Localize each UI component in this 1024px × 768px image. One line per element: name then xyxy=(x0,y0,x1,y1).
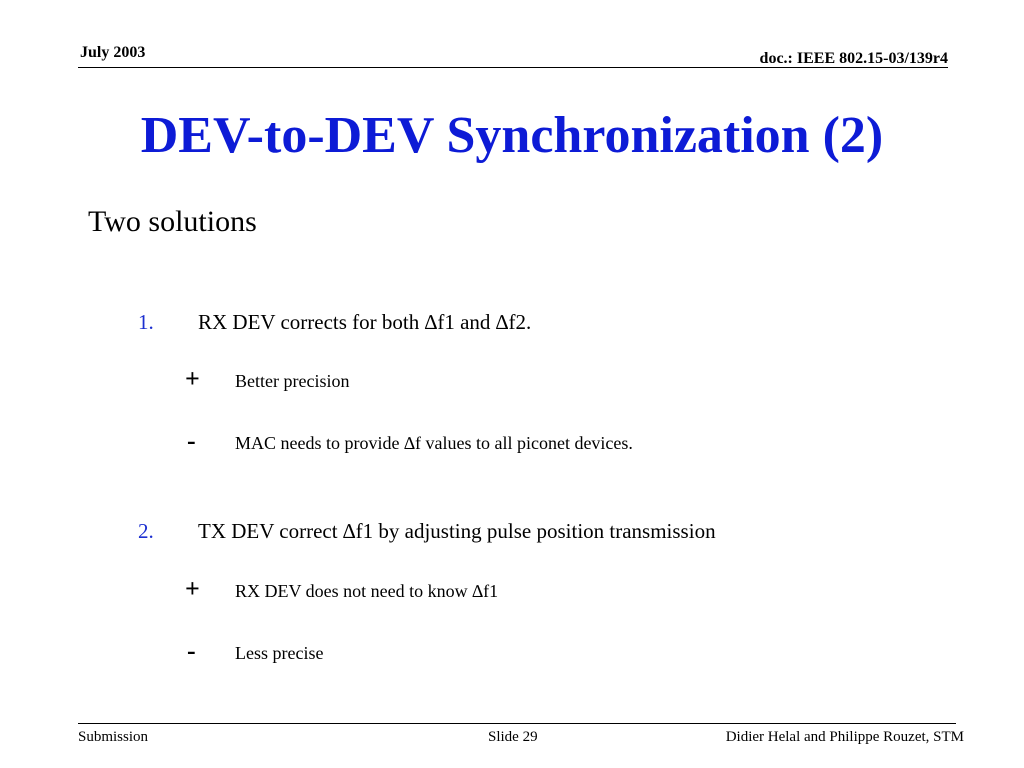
solution-2-con-sign: - xyxy=(187,636,196,665)
solution-2-pro-sign: + xyxy=(185,574,200,603)
solution-1-text: RX DEV corrects for both ∆f1 and ∆f2. xyxy=(198,310,532,334)
header-date: July 2003 xyxy=(80,44,146,61)
slide-title: DEV-to-DEV Synchronization (2) xyxy=(140,107,884,164)
solution-2-pro-text: RX DEV does not need to know ∆f1 xyxy=(235,581,499,601)
solution-1-con-sign: - xyxy=(187,426,196,455)
solution-2-number: 2. xyxy=(138,519,154,543)
footer-submission: Submission xyxy=(78,729,149,745)
slide-subtitle: Two solutions xyxy=(88,205,257,238)
solution-2-text: TX DEV correct ∆f1 by adjusting pulse position transmission xyxy=(198,519,716,543)
header-doc-id: doc.: IEEE 802.15-03/139r4 xyxy=(759,50,948,67)
footer-slide-number: Slide 29 xyxy=(488,729,538,745)
solution-1-pro-sign: + xyxy=(185,364,200,393)
header-divider xyxy=(78,67,948,68)
footer-divider xyxy=(78,723,956,724)
solution-1-pro-text: Better precision xyxy=(235,371,350,391)
solution-1-number: 1. xyxy=(138,310,154,334)
footer-authors: Didier Helal and Philippe Rouzet, STM xyxy=(725,729,964,745)
solution-2-con-text: Less precise xyxy=(235,643,324,663)
solution-1-con-text: MAC needs to provide ∆f values to all piconet devices. xyxy=(235,433,633,453)
